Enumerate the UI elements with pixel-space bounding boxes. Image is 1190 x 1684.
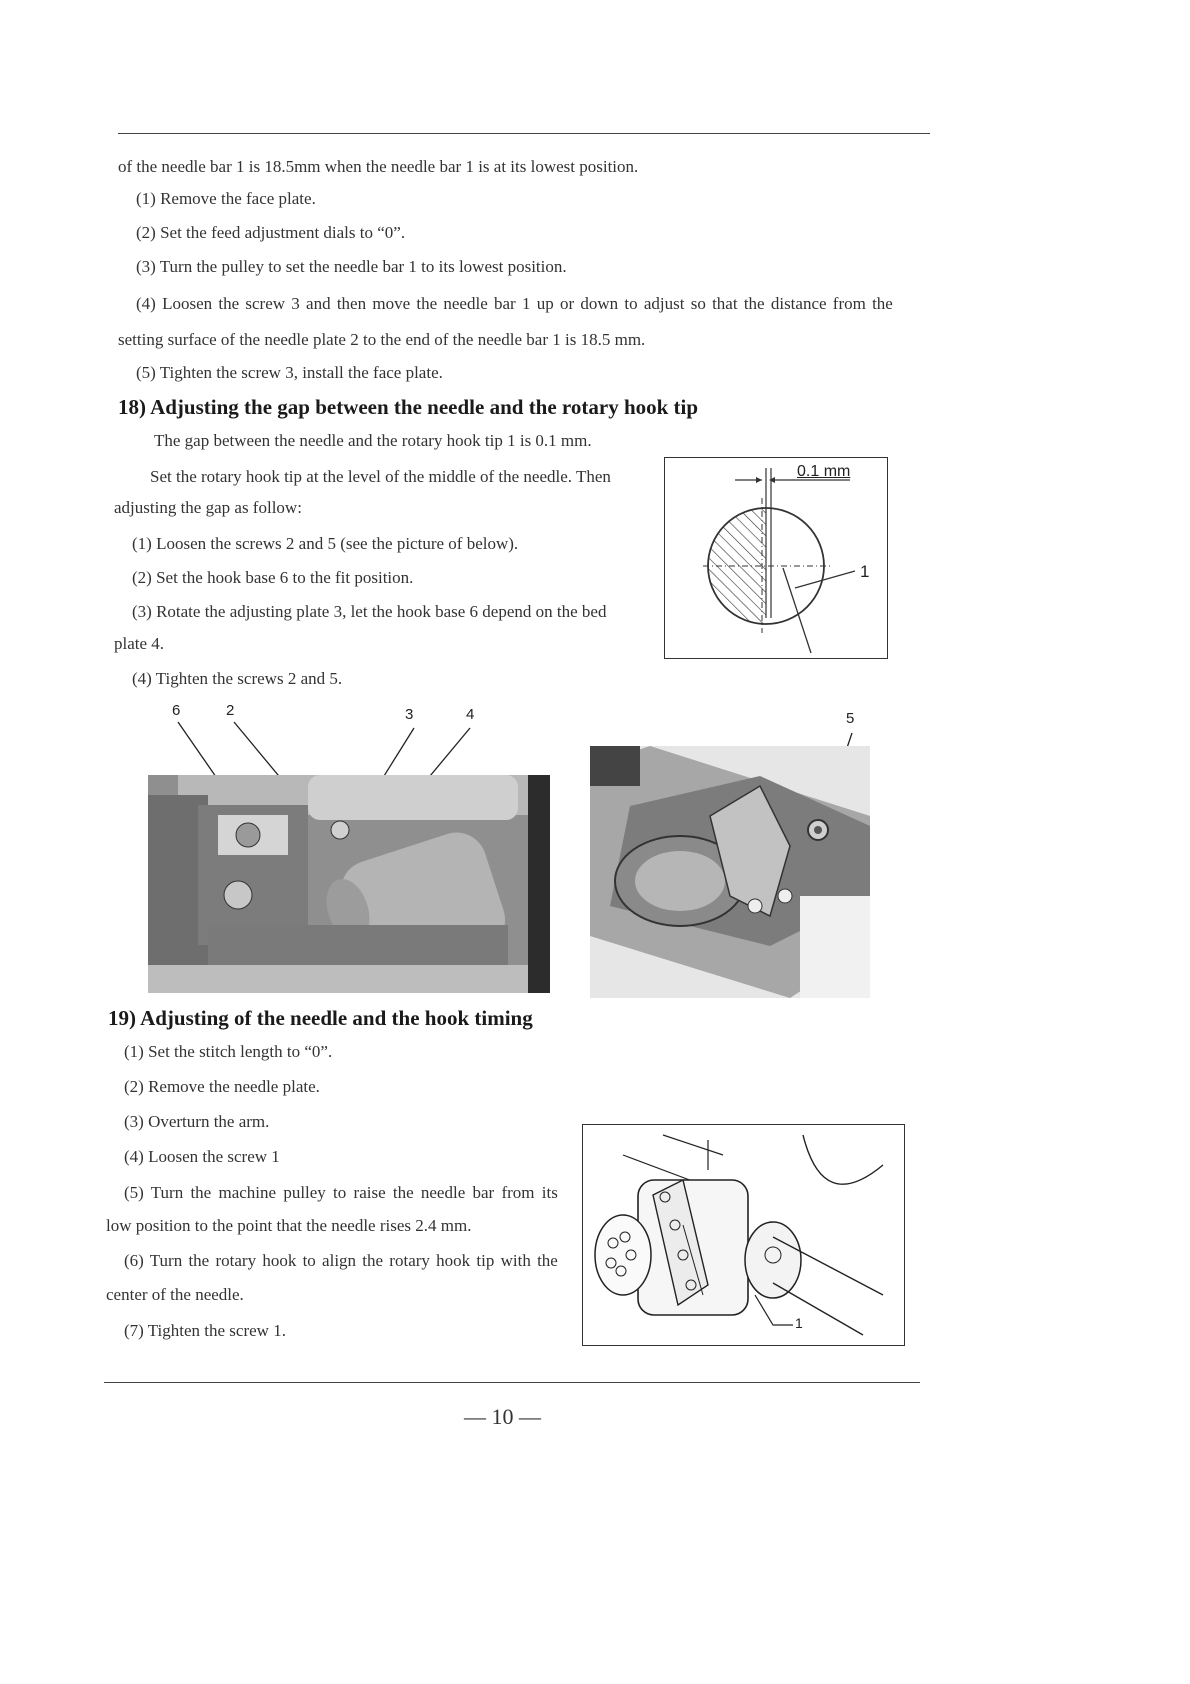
needle-gap-icon xyxy=(665,458,886,657)
step-4a: (4) Loosen the screw 3 and then move the needle bar 1 up or down to adjust so that the distance from the xyxy=(136,294,893,313)
step-4b: setting surface of the needle plate 2 to the end of the needle bar 1 is 18.5 mm. xyxy=(118,330,646,349)
photo-label-3: 3 xyxy=(405,706,414,723)
s19-step-3: (3) Overturn the arm. xyxy=(124,1112,270,1131)
s18-step-1: (1) Loosen the screws 2 and 5 (see the picture of below). xyxy=(132,534,519,553)
screw-label: 1 xyxy=(795,1315,803,1331)
gap-label: 0.1 mm xyxy=(797,463,851,480)
hook-timing-icon xyxy=(583,1125,903,1344)
hook-photo xyxy=(590,746,870,998)
section-18-heading: 18) Adjusting the gap between the needle and the rotary hook tip xyxy=(118,395,699,419)
s19-step-2: (2) Remove the needle plate. xyxy=(124,1077,320,1096)
hook-photo-icon xyxy=(590,746,870,998)
step-2: (2) Set the feed adjustment dials to “0”. xyxy=(136,223,406,242)
step-3: (3) Turn the pulley to set the needle bar 1 to its lowest position. xyxy=(136,257,567,276)
s19-step-1: (1) Set the stitch length to “0”. xyxy=(124,1042,333,1061)
s18-step-4: (4) Tighten the screws 2 and 5. xyxy=(132,669,343,688)
page-number: — 10 — xyxy=(464,1404,541,1429)
hook-timing-diagram xyxy=(582,1124,905,1346)
photo-label-2: 2 xyxy=(226,702,235,719)
photo-label-5: 5 xyxy=(846,710,855,727)
top-rule xyxy=(118,133,930,134)
s18-paragraph-2b: adjusting the gap as follow: xyxy=(114,498,302,517)
continuation-line: of the needle bar 1 is 18.5mm when the needle bar 1 is at its lowest position. xyxy=(118,157,639,176)
bottom-rule xyxy=(104,1382,920,1383)
s18-step-2: (2) Set the hook base 6 to the fit position. xyxy=(132,568,414,587)
s19-step-5b: low position to the point that the needle rises 2.4 mm. xyxy=(106,1216,472,1235)
s18-paragraph-2a: Set the rotary hook tip at the level of the middle of the needle. Then xyxy=(150,467,611,486)
s18-step-3a: (3) Rotate the adjusting plate 3, let the hook base 6 depend on the bed xyxy=(132,602,607,621)
s19-step-7: (7) Tighten the screw 1. xyxy=(124,1321,286,1340)
hook-tip-label: 1 xyxy=(860,562,870,581)
s19-step-5a: (5) Turn the machine pulley to raise the needle bar from its xyxy=(124,1183,558,1202)
s18-step-3b: plate 4. xyxy=(114,634,165,653)
s18-paragraph-1: The gap between the needle and the rotary hook tip 1 is 0.1 mm. xyxy=(154,431,592,450)
photo-label-4: 4 xyxy=(466,706,475,723)
s19-step-4: (4) Loosen the screw 1 xyxy=(124,1147,280,1166)
hook-base-photo-icon xyxy=(148,775,550,993)
s19-step-6a: (6) Turn the rotary hook to align the rotary hook tip with the xyxy=(124,1251,558,1270)
hook-base-photo xyxy=(148,775,550,993)
photo-label-6: 6 xyxy=(172,702,181,719)
step-5: (5) Tighten the screw 3, install the face plate. xyxy=(136,363,443,382)
s19-step-6b: center of the needle. xyxy=(106,1285,244,1304)
section-19-heading: 19) Adjusting of the needle and the hook timing xyxy=(108,1006,533,1030)
needle-gap-diagram xyxy=(664,457,888,659)
step-1: (1) Remove the face plate. xyxy=(136,189,316,208)
